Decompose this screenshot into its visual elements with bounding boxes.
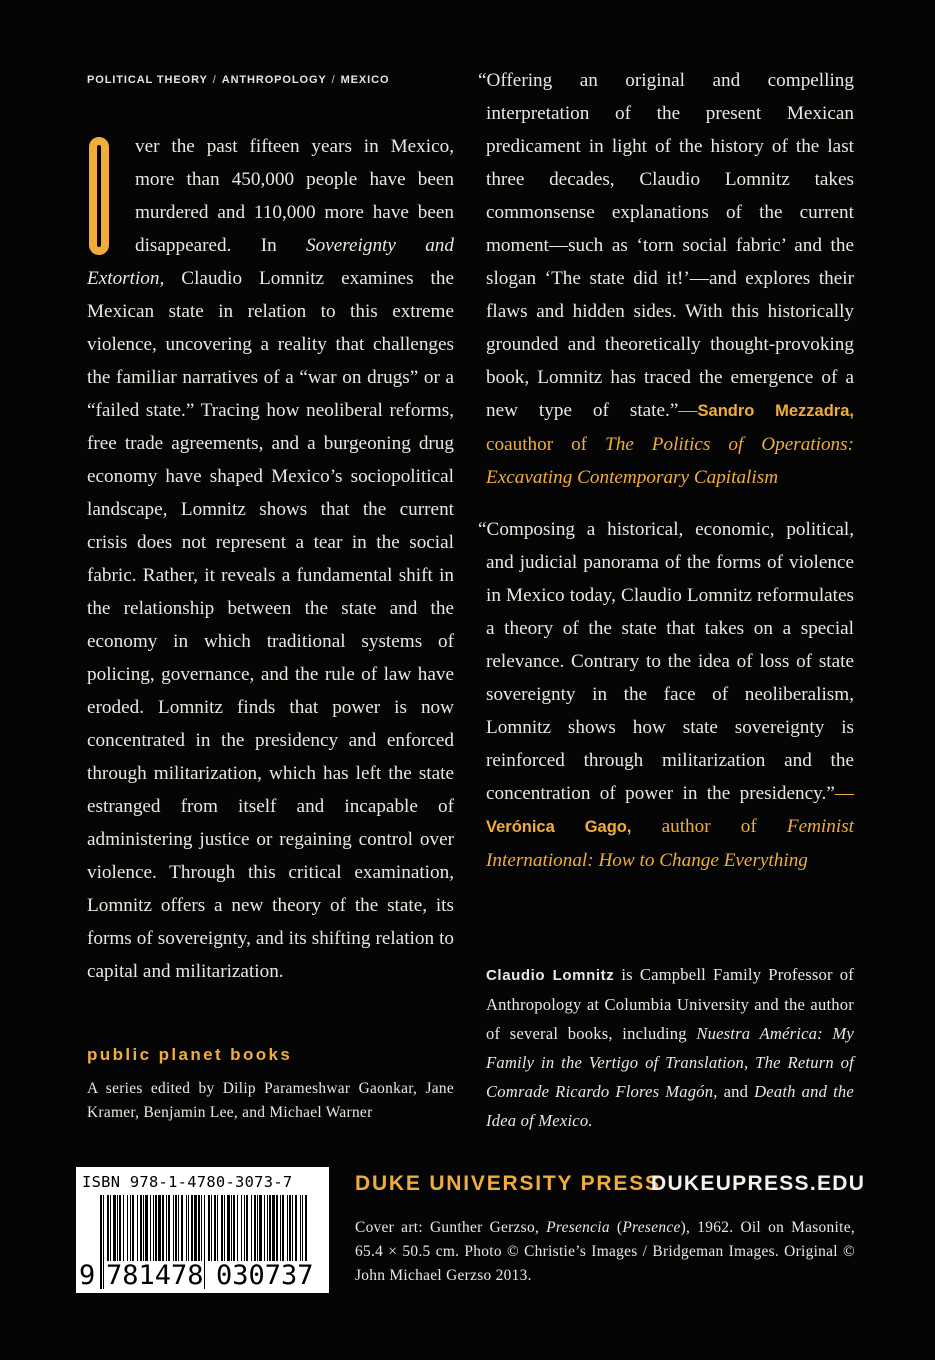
barcode-bar (113, 1195, 116, 1261)
category-mexico: MEXICO (340, 74, 390, 86)
barcode-bar (168, 1195, 170, 1261)
category-anthropology: ANTHROPOLOGY (221, 74, 327, 86)
quote-text: “Composing a historical, economic, political, and judicial panorama of the forms of violence in Mexico today, Claudio Lomnitz reformulates a theory of the state that takes on a special relevance. Contrary to the idea of loss of state sovereignty in the face of neoliberalism, Lomnitz shows how state sovereignty is reinforced through militarization and the concentration of power in the presidency.” (478, 519, 854, 804)
barcode-bar (188, 1195, 189, 1261)
bio-text: and (717, 1082, 755, 1101)
book-description (87, 130, 454, 988)
quote-dash: — (678, 400, 698, 421)
barcode-bar (132, 1195, 134, 1261)
cover-art-credit (355, 1216, 855, 1288)
credit-text: ), 1962. Oil on Masonite, 65.4 × 50.5 cm. Photo © Christie’s Images / Bridgeman Images. Original © John Michael Gerzso 2013. (355, 1219, 855, 1284)
quote-text: “Offering an original and compelling interpretation of the present Mexican predicament in light of the history of the last three decades, Claudio Lomnitz takes commonsense explanations of the current moment—such as ‘torn social fabric’ and the slogan ‘The state did it!’—and explores their flaws and hidden sides. With this historically grounded and theoretically thought-provoking book, Lomnitz has traced the emergence of a new type of state.” (478, 70, 854, 421)
barcode-bar (241, 1195, 242, 1261)
barcode-bar (254, 1195, 256, 1261)
bio-book-title: The Return of Comrade Ricardo Flores Magón, (486, 1053, 854, 1101)
endorsement-quote (478, 513, 854, 877)
quote-author-name: Sandro Mezzadra, (697, 402, 854, 420)
barcode-bar (267, 1195, 268, 1261)
barcode-bar (280, 1195, 281, 1261)
barcode-bar (289, 1195, 291, 1261)
bio-text: is Campbell Family Professor of Anthropology at Columbia University and the author of several books, including (486, 965, 854, 1043)
barcode-digit-first: 9 (79, 1260, 96, 1291)
barcode-bar (158, 1195, 161, 1261)
bio-book-title: Nuestra América: My Family in the Vertigo of Translation, (486, 1024, 855, 1072)
barcode-bar (198, 1195, 200, 1261)
publisher-url: DUKEUPRESS.EDU (651, 1172, 866, 1195)
barcode-bar (155, 1195, 157, 1261)
barcode-bar (233, 1195, 235, 1261)
barcode-bar (143, 1195, 144, 1261)
description-book-title: Sovereignty and Extortion, (87, 235, 454, 289)
barcode-bar (244, 1195, 245, 1261)
barcode-bar (194, 1195, 197, 1261)
barcode-bar (150, 1195, 151, 1261)
barcode-bar (282, 1195, 284, 1261)
barcode-bar (137, 1195, 138, 1261)
bio-author-name: Claudio Lomnitz (486, 967, 615, 984)
barcode-bar (175, 1195, 177, 1261)
credit-text: Cover art: Gunther Gerzso, (355, 1219, 547, 1236)
barcode-bar (173, 1195, 174, 1261)
quote-dash: — (834, 783, 854, 804)
barcode-bar (264, 1195, 265, 1261)
barcode-bar (251, 1195, 252, 1261)
subject-categories (87, 74, 467, 86)
barcode-bar (127, 1195, 128, 1261)
barcode-bar (295, 1195, 297, 1261)
barcode-bar (246, 1195, 248, 1261)
barcode-bar (119, 1195, 121, 1261)
barcode-bar (123, 1195, 124, 1261)
barcode-bar (237, 1195, 238, 1261)
category-separator: / (331, 74, 336, 86)
barcode-bar (107, 1195, 109, 1261)
barcode-bar (276, 1195, 278, 1261)
barcode-bar (287, 1195, 288, 1261)
barcode-bar (300, 1195, 301, 1261)
isbn-barcode (76, 1167, 329, 1293)
series-title: public planet books (87, 1045, 293, 1064)
barcode-bar (117, 1195, 118, 1261)
barcode-bar (224, 1195, 225, 1261)
barcode-bar (140, 1195, 142, 1261)
credit-text: ( (609, 1219, 623, 1236)
description-text-part1: ver the past fifteen years in Mexico, more than 450,000 people have been murdered and 110,000 more have been disappeared. In (135, 136, 454, 256)
barcode-bar (259, 1195, 262, 1261)
barcode-bar (181, 1195, 183, 1261)
quote-author-work: The Politics of Operations: Excavating Contemporary Capitalism (486, 434, 854, 488)
barcode-bar (186, 1195, 187, 1261)
bio-book-title: Death and the Idea of Mexico. (486, 1082, 854, 1130)
barcode-bar (110, 1195, 111, 1261)
publisher-name: DUKE UNIVERSITY PRESS (355, 1172, 661, 1195)
category-separator: / (212, 74, 217, 86)
barcode-bar (272, 1195, 275, 1261)
barcode-bar (292, 1195, 293, 1261)
author-bio (486, 960, 854, 1135)
barcode-bar (217, 1195, 218, 1261)
barcode-bar (302, 1195, 303, 1261)
endorsements (478, 64, 854, 877)
quote-author-role: author of (631, 816, 787, 837)
barcode-bar (145, 1195, 148, 1261)
barcode-bar (166, 1195, 167, 1261)
barcode-bar (191, 1195, 193, 1261)
barcode-bar (221, 1195, 223, 1261)
barcode-bar (130, 1195, 131, 1261)
quote-author-work: Feminist International: How to Change Everything (486, 816, 854, 871)
barcode-digits (76, 1261, 329, 1291)
barcode-bar (269, 1195, 271, 1261)
barcode-digits-right: 030737 (216, 1260, 314, 1291)
isbn-label: ISBN 978-1-4780-3073-7 (82, 1173, 293, 1191)
category-political-theory: POLITICAL THEORY (87, 74, 208, 86)
endorsement-quote (478, 64, 854, 494)
barcode-bar (211, 1195, 212, 1261)
barcode-bar (178, 1195, 179, 1261)
credit-artwork-title: Presencia (546, 1219, 610, 1236)
barcode-bar (208, 1195, 210, 1261)
barcode-bar (214, 1195, 216, 1261)
barcode-bar (231, 1195, 232, 1261)
credit-artwork-title-en: Presence (622, 1219, 681, 1236)
barcode-bar (227, 1195, 230, 1261)
description-text-part2: Claudio Lomnitz examines the Mexican state in relation to this extreme violence, uncovering a reality that challenges the familiar narratives of a “war on drugs” or a “failed state.” Tracing how neoliberal reforms, free trade agreements, and a burgeoning drug economy have shaped Mexico’s sociopolitical landscape, Lomnitz shows that the current crisis does not represent a tear in the social fabric. Rather, it reveals a fundamental shift in the relationship between the state and the economy in which traditional systems of policing, governance, and the rule of law have eroded. Lomnitz finds that power is now concentrated in the presidency and enforced through militarization, which has left the state estranged from itself and incapable of administering justice or regaining control over violence. Through this critical examination, Lomnitz offers a new theory of the state, its forms of sovereignty, and its shifting relation to capital and militarization. (87, 268, 454, 982)
barcode-digits-left: 781478 (106, 1260, 204, 1291)
barcode-bar (162, 1195, 164, 1261)
barcode-bar (153, 1195, 154, 1261)
dropcap-o (89, 137, 109, 255)
barcode-bar (257, 1195, 258, 1261)
quote-author-role: coauthor of (486, 434, 606, 455)
quote-author-name: Verónica Gago, (486, 818, 632, 836)
series-editors: A series edited by Dilip Parameshwar Gaonkar, Jane Kramer, Benjamin Lee, and Michael Warner (87, 1080, 454, 1121)
